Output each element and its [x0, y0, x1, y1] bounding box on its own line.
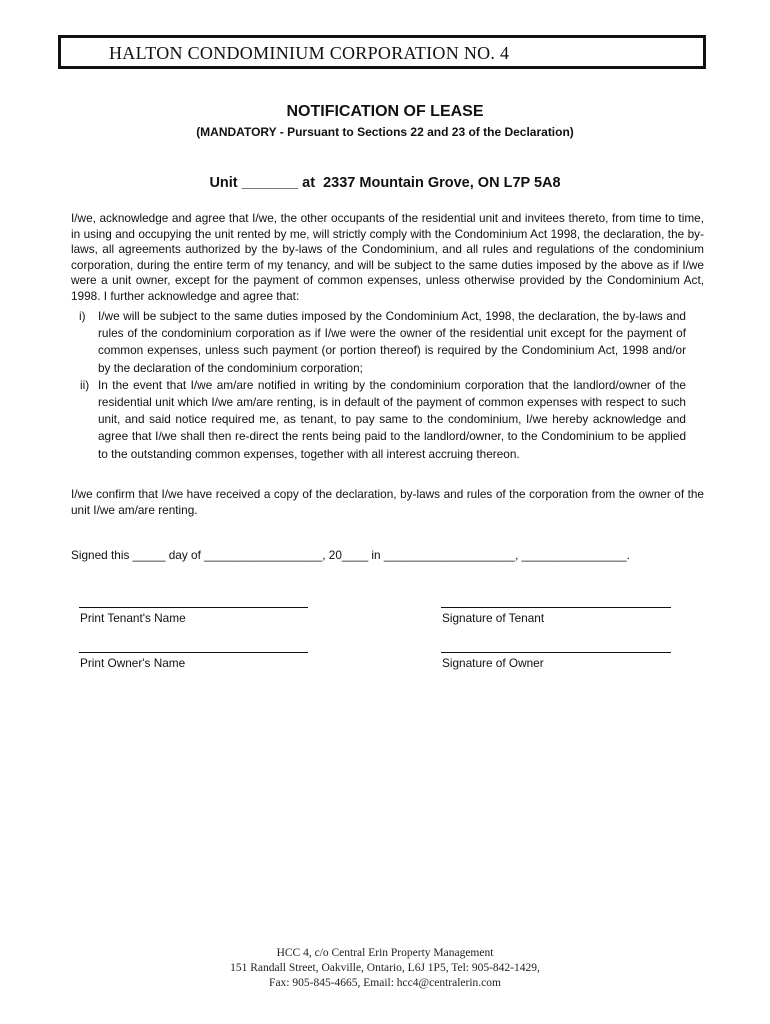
- owner-signature-line: [441, 652, 671, 653]
- unit-address-line: Unit _______ at 2337 Mountain Grove, ON L7P 5A8: [209, 175, 561, 191]
- footer-line: Fax: 905-845-4665, Email: hcc4@centralerin.com: [269, 977, 501, 989]
- list-item: [71, 308, 686, 377]
- owner-signature-label: Signature of Owner: [442, 656, 544, 670]
- document-subtitle: (MANDATORY - Pursuant to Sections 22 and 23 of the Declaration): [196, 125, 574, 139]
- list-item-text: I/we will be subject to the same duties imposed by the Condominium Act, 1998, the declaration, the by-laws and rules of the condominium corporation as if I/we were the owner of the residential unit except for the payment of common expenses, unless such payment (or portion thereof) is required by the Condominium Act, 1998 and/or by the declaration of the condominium corporation;: [98, 309, 686, 375]
- tenant-name-line: [79, 607, 308, 608]
- list-marker: ii): [80, 377, 90, 392]
- print-owner-name-label: Print Owner's Name: [80, 656, 186, 670]
- tenant-signature-label: Signature of Tenant: [442, 611, 545, 625]
- document-title: NOTIFICATION OF LEASE: [286, 103, 484, 120]
- footer-line: HCC 4, c/o Central Erin Property Management: [276, 947, 494, 959]
- header-box: [58, 35, 706, 69]
- signed-date-line: Signed this _____ day of __________________, 20____ in ____________________, ________________.: [71, 548, 630, 562]
- footer-line: 151 Randall Street, Oakville, Ontario, L6J 1P5, Tel: 905-842-1429,: [230, 962, 540, 974]
- print-tenant-name-label: Print Tenant's Name: [80, 611, 186, 625]
- terms-list: [71, 308, 686, 463]
- confirmation-paragraph: I/we confirm that I/we have received a copy of the declaration, by-laws and rules of the corporation from the owner of the unit I/we am/are renting.: [71, 487, 704, 517]
- owner-name-line: [79, 652, 308, 653]
- acknowledgement-paragraph: I/we, acknowledge and agree that I/we, the other occupants of the residential unit and invitees thereto, from time to time, in using and occupying the unit rented by me, will strictly comply with the Condominium Act 1998, the declaration, the by-laws, all agreements authorized by the by-laws of the Condominium, and all rules and regulations of the condominium corporation, during the entire term of my tenancy, and will be subject to the same duties imposed by the above as if I/we were a unit owner, except for the payment of common expenses, unless otherwise provided by the Condominium Act, 1998. I further acknowledge and agree that:: [71, 211, 704, 303]
- list-marker: i): [79, 309, 86, 323]
- list-item: [71, 377, 686, 463]
- list-item-text: In the event that I/we am/are notified in writing by the condominium corporation that the landlord/owner of the residential unit which I/we am/are renting, is in default of the payment of common expenses with respect to such unit, and said notice required me, as tenant, to pay same to the condominium, I/we hereby acknowledge and agree that I/we shall then re-direct the rents being paid to the landlord/owner, to the Condominium to be applied to the outstanding common expenses, together with all interest accruing thereon.: [98, 377, 686, 461]
- tenant-signature-line: [441, 607, 671, 608]
- corporation-title: HALTON CONDOMINIUM CORPORATION NO. 4: [109, 43, 510, 63]
- footer-contact: [0, 946, 770, 991]
